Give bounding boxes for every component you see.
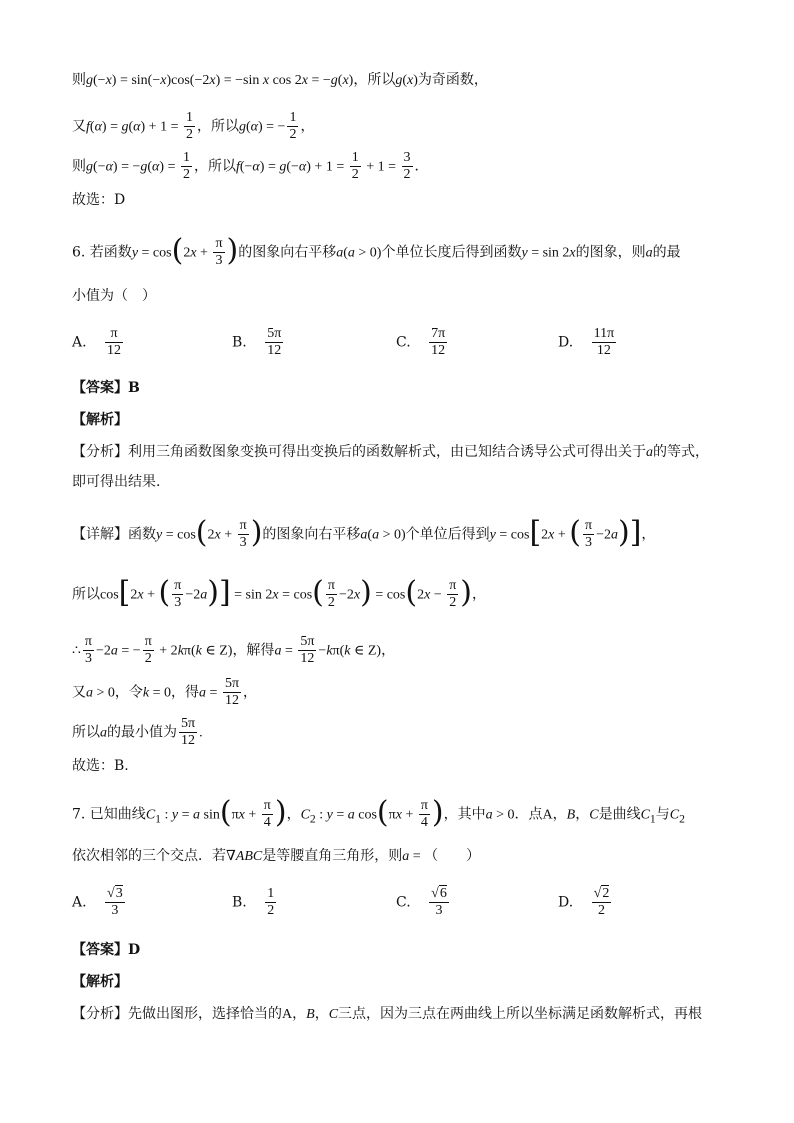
option-7-d[interactable]: D. $\frac{√2}{2}$: [558, 886, 610, 918]
option-b[interactable]: B. $\frac{5\pi}{12}$: [232, 326, 282, 358]
option-7-c[interactable]: C. $\frac{√6}{3}$: [396, 886, 447, 918]
detail-6-line-1: 【详解】函数y = cos(2x + $\frac{\pi}{3}$ )的图象向右平移a(a > 0)个单位后得到y = cos[2x + ( $\frac{\pi}{3}$ −2a)]，: [72, 514, 656, 550]
analysis-7-fenxi: 【分析】先做出图形，选择恰当的A，B，C三点，因为三点在两曲线上所以坐标满足函数解析式，再根: [72, 1006, 703, 1022]
question-7-stem: 7. 已知曲线$C_1$ : y = a sin(πx + $\frac{\pi}{4}$ )，$C_2$ : y = a cos(πx + $\frac{\pi}{4}$ )，其中a > 0．点A，B，C是曲线$C_1$与$C_2$: [72, 794, 685, 830]
analysis-7-label: 【解析】: [72, 974, 128, 990]
analysis-6-fenxi-2: 即可得出结果.: [72, 474, 161, 490]
option-7-b[interactable]: B. $\frac{1}{2}$: [232, 886, 275, 918]
question-7-stem-2: 依次相邻的三个交点．若∇ABC是等腰直角三角形，则a = （ ）: [72, 848, 481, 864]
analysis-6-label: 【解析】: [72, 412, 128, 428]
line-g-odd: 则g(−x) = sin(−x)cos(−2x) = −sin x cos 2x = −g(x)，所以g(x)为奇函数，: [72, 72, 488, 88]
line-f-alpha: 又f(α) = g(α) + 1 = $\frac{1}{2}$ ，所以g(α) = − $\frac{1}{2}$ ，: [72, 110, 315, 142]
detail-6-line-5: 所以a的最小值为 $\frac{5\pi}{12}$ .: [72, 716, 203, 748]
analysis-6-fenxi: 【分析】利用三角函数图象变换可得出变换后的函数解析式，由已知结合诱导公式可得出关于a的等式，: [72, 444, 709, 460]
detail-6-line-2: 所以cos[2x + ( $\frac{\pi}{3}$ −2a)] = sin 2x = cos( $\frac{\pi}{2}$ −2x) = cos(2x − $\frac{\pi}{2}$ )，: [72, 574, 487, 610]
answer-choice-prev: 故选：D: [72, 192, 126, 208]
option-a[interactable]: A. $\frac{\pi}{12}$: [72, 326, 122, 358]
choose-6: 故选：B.: [72, 758, 129, 774]
option-d[interactable]: D. $\frac{11\pi}{12}$: [558, 326, 615, 358]
detail-6-line-3: ∴ $\frac{\pi}{3}$ −2a = − $\frac{\pi}{2}$ + 2kπ(k ∈ Z)，解得a = $\frac{5\pi}{12}$ −kπ(k ∈ Z)，: [72, 634, 396, 666]
question-6-stem: 6. 若函数y = cos(2x + $\frac{\pi}{3}$ )的图象向右平移a(a > 0)个单位长度后得到函数y = sin 2x的图象，则a的最: [72, 232, 681, 268]
detail-6-line-4: 又a > 0，令k = 0，得a = $\frac{5\pi}{12}$ ，: [72, 676, 258, 708]
option-7-a[interactable]: A. $\frac{√3}{3}$: [72, 886, 123, 918]
answer-7: 【答案】D: [72, 942, 141, 958]
line-neg-alpha: 则g(−α) = −g(α) = $\frac{1}{2}$ ，所以f(−α) = g(−α) + 1 = $\frac{1}{2}$ + 1 = $\frac{3}{2}$ ．: [72, 150, 429, 182]
option-c[interactable]: C. $\frac{7\pi}{12}$: [396, 326, 446, 358]
question-6-stem-2: 小值为（ ）: [72, 288, 156, 304]
answer-6: 【答案】B: [72, 380, 140, 396]
